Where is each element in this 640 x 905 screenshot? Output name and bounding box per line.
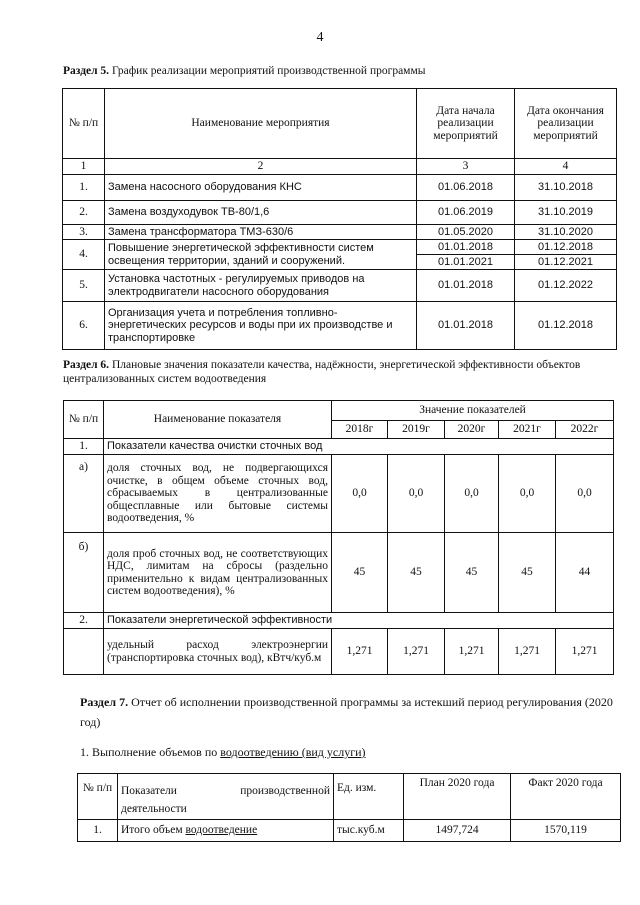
row-num: 4.	[63, 240, 105, 270]
row-value: 45	[332, 533, 388, 613]
table-row	[78, 820, 621, 842]
section6-group2-row	[64, 613, 614, 629]
section7-title-bold: Раздел 7.	[80, 695, 129, 709]
row-start-first: 01.01.2018	[417, 240, 514, 255]
table-row	[64, 533, 614, 613]
row-name: Замена воздуходувок ТВ-80/1,6	[105, 200, 417, 224]
row-value: 44	[556, 533, 614, 613]
row-value: 0,0	[445, 455, 499, 533]
row-indicator-prefix: Итого объем	[121, 824, 186, 837]
row-value: 0,0	[332, 455, 388, 533]
row-name: доля проб сточных вод, не соответствующих НДС, лимитам на сбросы (раздельно применительно к видам централизованных систем водоотведения), %	[104, 533, 332, 613]
row-value: 45	[388, 533, 445, 613]
section7-header-row	[78, 774, 621, 820]
section5-header-row	[63, 89, 617, 159]
row-start: 01.01.2018	[417, 302, 515, 350]
row-value: 1,271	[445, 629, 499, 675]
group-num: 1.	[64, 439, 104, 455]
row-value: 0,0	[388, 455, 445, 533]
header-year: 2018г	[332, 421, 388, 439]
table-row	[63, 240, 617, 270]
row-name: доля сточных вод, не подвергающихся очистке, в общем объеме сточных вод, сбрасываемых в централизованные общесплавные или бытовые системы водоотведения, %	[104, 455, 332, 533]
section7-title	[80, 692, 632, 732]
row-value: 0,0	[556, 455, 614, 533]
colnum: 4	[515, 159, 617, 175]
row-name: Установка частотных - регулируемых приводов на электродвигатели насосного оборудования	[105, 270, 417, 302]
section6-title-text: Плановые значения показатели качества, надёжности, энергетической эффективности объектов централизованных систем водоотведения	[63, 359, 581, 385]
header-year: 2021г	[499, 421, 556, 439]
table-row	[64, 629, 614, 675]
section7-subtitle-prefix: 1. Выполнение объемов по	[80, 745, 221, 759]
row-name: Замена трансформатора ТМЗ-630/6	[105, 224, 417, 240]
header-num: № п/п	[63, 89, 105, 159]
table-row	[63, 270, 617, 302]
header-fact: Факт 2020 года	[511, 774, 621, 820]
section6-group1-row	[64, 439, 614, 455]
section7-subtitle	[80, 745, 620, 759]
row-plan: 1497,724	[404, 820, 511, 842]
section6-table	[63, 400, 614, 675]
table-row	[63, 200, 617, 224]
colnum: 1	[63, 159, 105, 175]
row-end: 01.12.2022	[515, 270, 617, 302]
header-name: Наименование показателя	[104, 401, 332, 439]
row-end: 31.10.2018	[515, 174, 617, 200]
section5-title	[63, 64, 603, 78]
row-end	[515, 240, 617, 270]
row-value: 1,271	[499, 629, 556, 675]
header-start: Дата начала реализации мероприятий	[417, 89, 515, 159]
header-year: 2020г	[445, 421, 499, 439]
row-num: 2.	[63, 200, 105, 224]
row-indicator	[118, 820, 334, 842]
table-row	[63, 302, 617, 350]
row-start	[417, 240, 515, 270]
header-unit: Ед. изм.	[334, 774, 404, 820]
row-end: 31.10.2020	[515, 224, 617, 240]
row-start: 01.05.2020	[417, 224, 515, 240]
row-name: Повышение энергетической эффективности систем освещения территории, зданий и сооружений.	[105, 240, 417, 270]
row-fact: 1570,119	[511, 820, 621, 842]
header-values: Значение показателей	[332, 401, 614, 421]
row-num: а)	[64, 455, 104, 533]
row-indicator-underlined: водоотведение	[185, 824, 258, 837]
section6-header-row	[64, 401, 614, 421]
header-year: 2022г	[556, 421, 614, 439]
row-num: 6.	[63, 302, 105, 350]
row-num: 1.	[63, 174, 105, 200]
row-value: 1,271	[332, 629, 388, 675]
row-end-first: 01.12.2018	[515, 240, 616, 255]
colnum: 3	[417, 159, 515, 175]
row-start: 01.06.2018	[417, 174, 515, 200]
header-end: Дата окончания реализации мероприятий	[515, 89, 617, 159]
row-unit: тыс.куб.м	[334, 820, 404, 842]
row-value: 1,271	[388, 629, 445, 675]
row-name: Организация учета и потребления топливно-энергетических ресурсов и воды при их производстве и транспортировке	[105, 302, 417, 350]
header-num: № п/п	[64, 401, 104, 439]
row-value: 0,0	[499, 455, 556, 533]
row-name: удельный расход электроэнергии (транспортировка сточных вод), кВтч/куб.м	[104, 629, 332, 675]
header-year: 2019г	[388, 421, 445, 439]
row-name: Замена насосного оборудования КНС	[105, 174, 417, 200]
section7-title-text: Отчет об исполнении производственной программы за истекший период регулирования (2020 год)	[80, 695, 613, 729]
row-start: 01.06.2019	[417, 200, 515, 224]
section6-title-bold: Раздел 6.	[63, 359, 110, 371]
group-title: Показатели энергетической эффективности	[104, 613, 614, 629]
page-number: 4	[316, 30, 324, 45]
group-title: Показатели качества очистки сточных вод	[104, 439, 614, 455]
row-num	[64, 629, 104, 675]
header-indicator: Показатели производственной деятельности	[118, 774, 334, 820]
table-row	[63, 224, 617, 240]
section5-table	[62, 88, 617, 350]
section7-table	[77, 773, 621, 842]
row-num: 3.	[63, 224, 105, 240]
header-plan: План 2020 года	[404, 774, 511, 820]
row-start: 01.01.2018	[417, 270, 515, 302]
row-end: 31.10.2019	[515, 200, 617, 224]
row-value: 1,271	[556, 629, 614, 675]
row-end-second: 01.12.2021	[537, 256, 594, 268]
section5-title-text: График реализации мероприятий производственной программы	[109, 65, 426, 77]
row-start-second: 01.01.2021	[437, 256, 494, 268]
row-num: б)	[64, 533, 104, 613]
header-name: Наименование мероприятия	[105, 89, 417, 159]
table-row	[64, 455, 614, 533]
colnum: 2	[105, 159, 417, 175]
row-num: 5.	[63, 270, 105, 302]
row-value: 45	[499, 533, 556, 613]
section6-title	[63, 358, 611, 386]
row-num: 1.	[78, 820, 118, 842]
table-row	[63, 174, 617, 200]
row-value: 45	[445, 533, 499, 613]
group-num: 2.	[64, 613, 104, 629]
section5-title-bold: Раздел 5.	[63, 65, 110, 77]
header-num: № п/п	[78, 774, 118, 820]
section7-subtitle-underlined: водоотведению (вид услуги)	[220, 745, 366, 759]
row-end: 01.12.2018	[515, 302, 617, 350]
section5-colnum-row	[63, 159, 617, 175]
